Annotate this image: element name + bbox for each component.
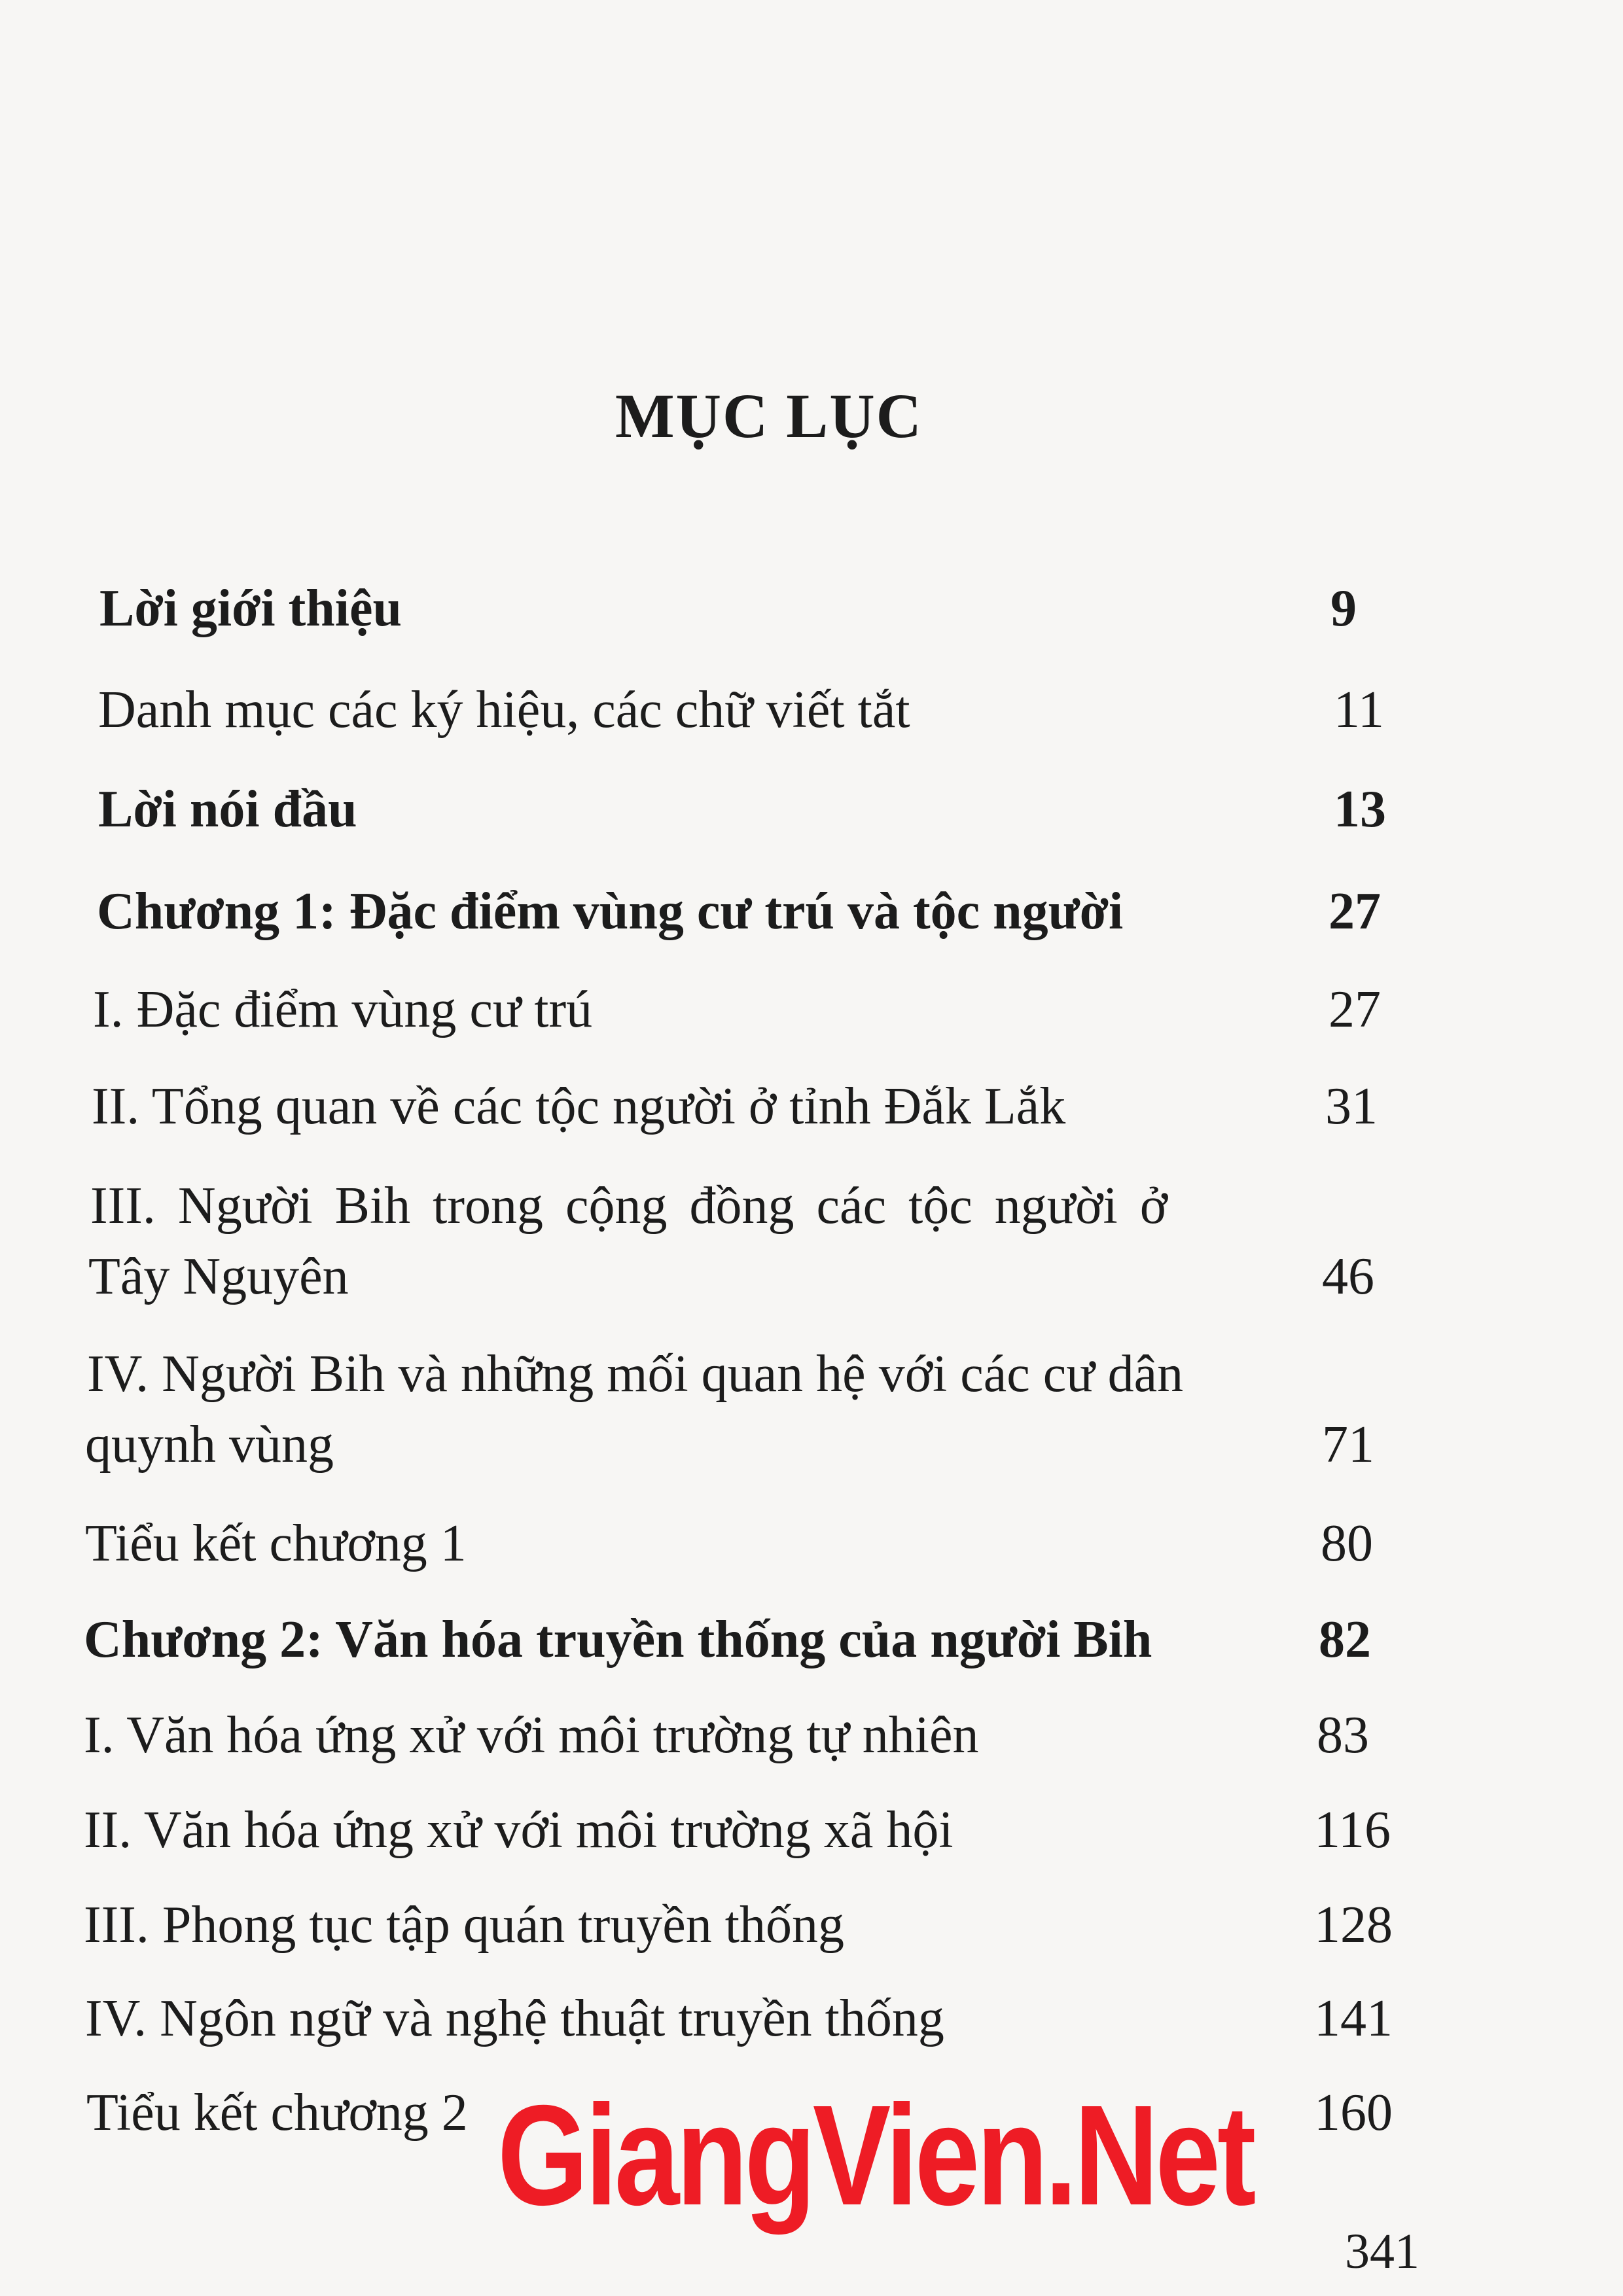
toc-entry-text-line2: quynh vùng xyxy=(85,1416,334,1474)
toc-entry-page: 83 xyxy=(1317,1706,1369,1764)
watermark-logo: GiangVien.Net xyxy=(497,2076,1253,2235)
toc-entry-text: Tiểu kết chương 1 xyxy=(85,1515,467,1572)
toc-entry-page: 27 xyxy=(1329,883,1381,940)
toc-entry-page: 11 xyxy=(1334,681,1385,739)
toc-entry-text: Lời giới thiệu xyxy=(99,580,402,637)
toc-entry-text: II. Tổng quan về các tộc người ở tỉnh Đắk Lắk xyxy=(92,1078,1066,1135)
toc-entry-page: 82 xyxy=(1319,1611,1371,1669)
toc-entry-page: 80 xyxy=(1321,1515,1373,1572)
toc-entry-page: 128 xyxy=(1314,1896,1393,1954)
toc-entry-text: Danh mục các ký hiệu, các chữ viết tắt xyxy=(98,681,910,739)
toc-entry-page: 31 xyxy=(1325,1078,1378,1135)
toc-entry-text: II. Văn hóa ứng xử với môi trường xã hội xyxy=(84,1801,954,1859)
toc-entry-text: Chương 1: Đặc điểm vùng cư trú và tộc người xyxy=(97,883,1124,940)
toc-entry-text: Tiểu kết chương 2 xyxy=(86,2084,468,2142)
toc-entry-text: Lời nói đầu xyxy=(98,781,357,838)
toc-entry-page: 160 xyxy=(1314,2084,1393,2142)
toc-entry-page: 141 xyxy=(1314,1990,1393,2047)
toc-entry-text-line1: IV. Người Bih và những mối quan hệ với các cư dân xyxy=(87,1345,1184,1403)
toc-entry-text: III. Phong tục tập quán truyền thống xyxy=(84,1896,844,1954)
toc-entry-page: 71 xyxy=(1322,1416,1374,1474)
toc-entry-text: IV. Ngôn ngữ và nghệ thuật truyền thống xyxy=(85,1990,944,2047)
page-title: MỤC LỤC xyxy=(615,381,923,451)
page-number: 341 xyxy=(1345,2224,1419,2279)
toc-entry-text-line2: Tây Nguyên xyxy=(88,1248,349,1305)
toc-entry-page: 9 xyxy=(1330,580,1357,637)
toc-entry-text-line1: III. Người Bih trong cộng đồng các tộc người ở xyxy=(90,1177,1168,1235)
toc-entry-page: 13 xyxy=(1334,781,1386,838)
toc-entry-text: I. Văn hóa ứng xử với môi trường tự nhiên xyxy=(84,1706,979,1764)
toc-entry-text: I. Đặc điểm vùng cư trú xyxy=(93,981,593,1038)
toc-entry-page: 116 xyxy=(1314,1801,1391,1859)
toc-entry-text: Chương 2: Văn hóa truyền thống của người Bih xyxy=(84,1611,1152,1669)
toc-entry-page: 27 xyxy=(1329,981,1381,1038)
toc-entry-page: 46 xyxy=(1322,1248,1374,1305)
